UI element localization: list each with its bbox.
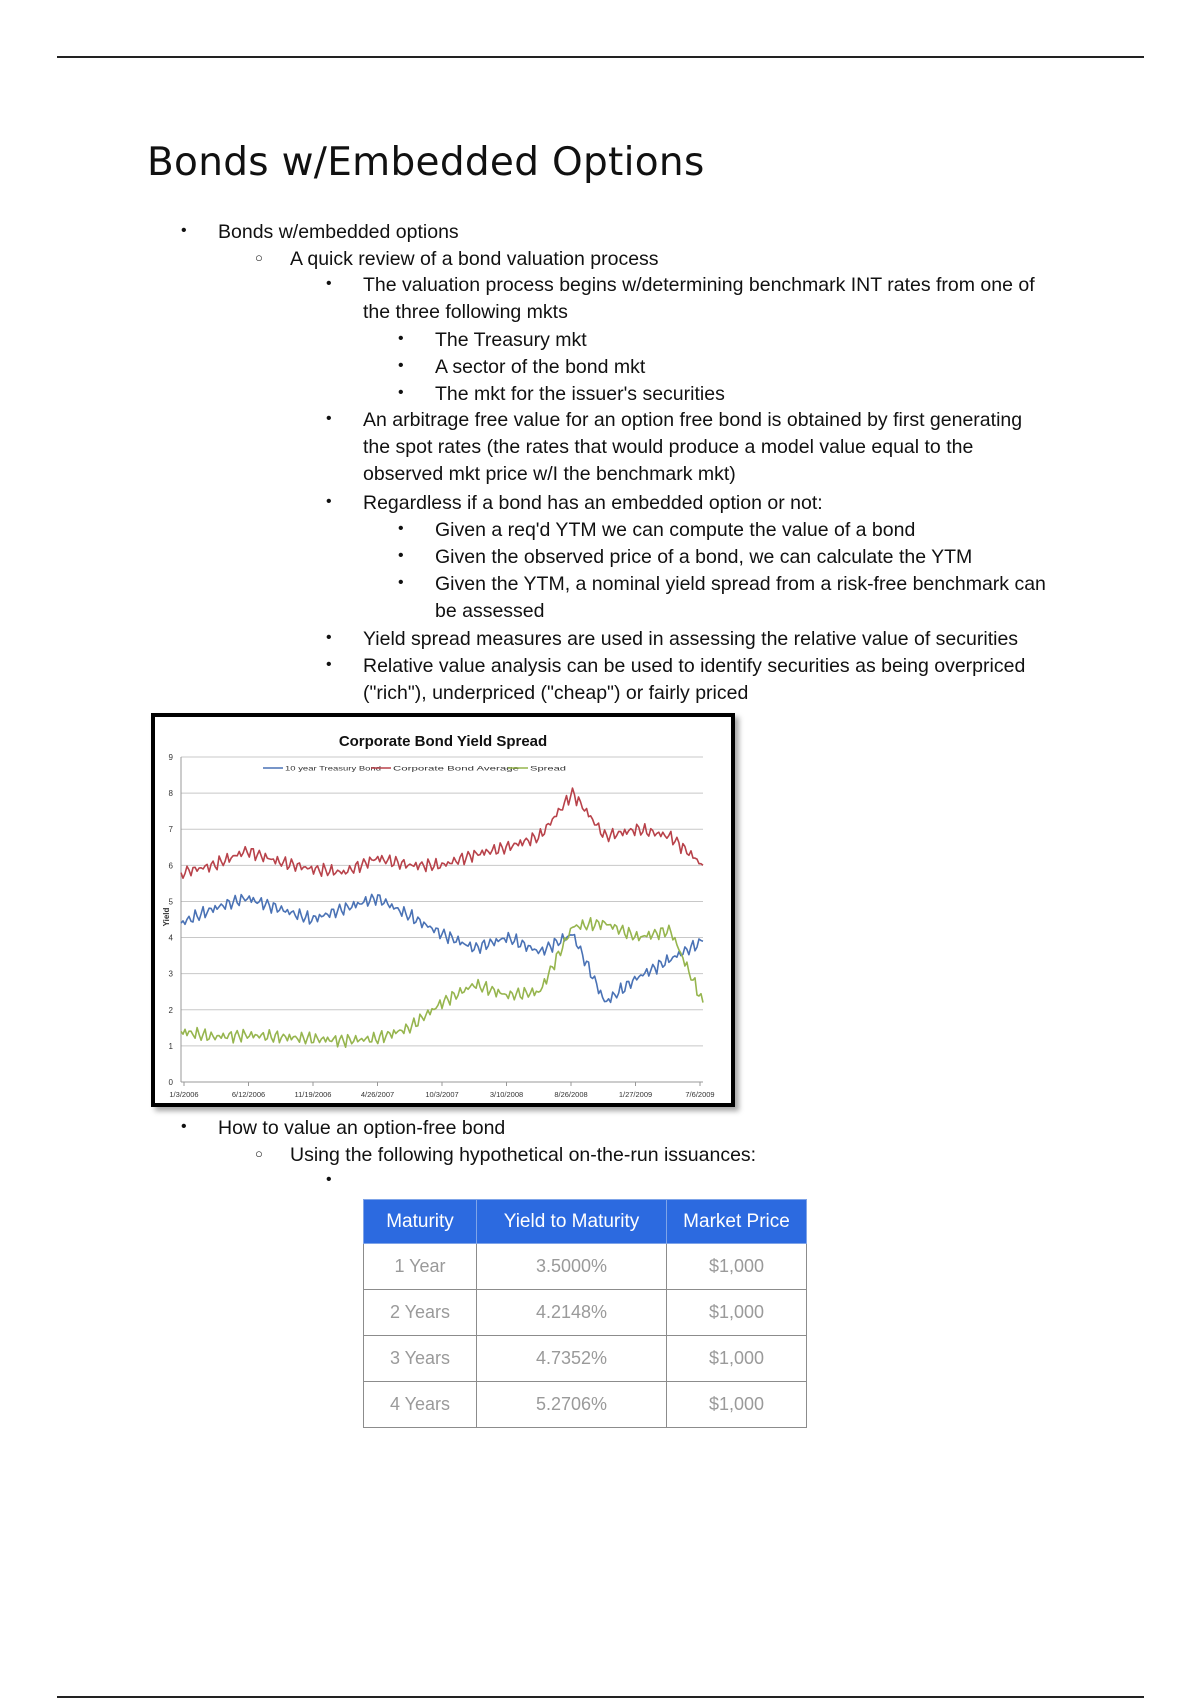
cell-price: $1,000	[667, 1244, 807, 1290]
cell-maturity: 3 Years	[364, 1336, 477, 1382]
y-tick-label: 7	[168, 825, 173, 835]
y-tick-label: 0	[168, 1078, 173, 1087]
x-tick-label: 11/19/2006	[294, 1090, 332, 1099]
x-tick-label: 6/12/2006	[231, 1090, 266, 1099]
outline-item-arbitrage-line3: observed mkt price w/I the benchmark mkt)	[363, 463, 736, 485]
outline-item-benchmark-line1: The valuation process begins w/determining benchmark INT rates from one of	[363, 274, 1035, 296]
legend-label: Corporate Bond Average	[393, 765, 520, 773]
y-tick-label: 1	[168, 1041, 173, 1051]
x-tick-label: 10/3/2007	[425, 1090, 459, 1099]
x-tick-label: 7/6/2009	[685, 1090, 715, 1099]
yield-spread-chart	[151, 713, 735, 1107]
outline-item-nominal-spread: Given the YTM, a nominal yield spread from a risk-free benchmark can	[435, 573, 1046, 595]
bullet-filled: •	[326, 1171, 332, 1188]
cell-ytm: 4.7352%	[477, 1336, 667, 1382]
bullet-filled: •	[326, 410, 332, 427]
legend-label: Spread	[530, 765, 567, 773]
col-market-price: Market Price	[667, 1200, 807, 1244]
bullet-filled: •	[326, 275, 332, 292]
col-yield-to-maturity: Yield to Maturity	[477, 1200, 667, 1244]
series-line-1	[181, 788, 703, 878]
y-tick-label: 3	[168, 969, 173, 979]
outline-item-issuer-mkt: The mkt for the issuer's securities	[435, 383, 725, 405]
table-header-row	[364, 1200, 807, 1244]
bullet-hollow: ○	[255, 250, 263, 265]
outline-item-relative-value-line1: Relative value analysis can be used to identify securities as being overpriced	[363, 655, 1026, 677]
cell-price: $1,000	[667, 1290, 807, 1336]
outline-item-yield-spread-measures: Yield spread measures are used in assessing the relative value of securities	[363, 628, 1019, 650]
outline-item-nominal-spread-cont: be assessed	[435, 600, 545, 622]
chart-title: Corporate Bond Yield Spread	[338, 733, 548, 750]
y-tick-label: 8	[168, 789, 173, 799]
outline-item-treasury-mkt: The Treasury mkt	[435, 329, 587, 351]
bullet-filled: •	[398, 520, 404, 537]
y-tick-label: 5	[168, 897, 173, 907]
outline-item-bond-sector: A sector of the bond mkt	[435, 356, 646, 378]
x-tick-label: 8/26/2008	[554, 1090, 588, 1099]
outline-item-valuation-review: A quick review of a bond valuation process	[290, 248, 659, 270]
bullet-filled: •	[181, 222, 187, 239]
page-title: Bonds w/Embedded Options	[147, 140, 705, 185]
outline-item-on-the-run: Using the following hypothetical on-the-run issuances:	[290, 1144, 757, 1166]
cell-maturity: 4 Years	[364, 1382, 477, 1428]
y-tick-label: 9	[168, 753, 173, 762]
cell-ytm: 5.2706%	[477, 1382, 667, 1428]
y-tick-label: 4	[168, 933, 173, 943]
outline-item-ytm-value: Given a req'd YTM we can compute the value of a bond	[435, 519, 916, 541]
cell-maturity: 2 Years	[364, 1290, 477, 1336]
x-tick-label: 3/10/2008	[489, 1090, 524, 1099]
outline-item-regardless: Regardless if a bond has an embedded option or not:	[363, 492, 823, 514]
chart-svg	[155, 717, 731, 1103]
series-line-0	[181, 894, 703, 1002]
issuances-table	[363, 1199, 807, 1428]
outline-item-arbitrage-line2: the spot rates (the rates that would produce a model value equal to the	[363, 436, 974, 458]
cell-ytm: 3.5000%	[477, 1244, 667, 1290]
outline-item-benchmark-line2: the three following mkts	[363, 301, 568, 323]
col-maturity: Maturity	[364, 1200, 477, 1244]
bullet-hollow: ○	[255, 1146, 263, 1161]
table-row	[364, 1382, 807, 1428]
footer-rule	[57, 1696, 1144, 1698]
y-tick-label: 2	[168, 1005, 173, 1015]
x-tick-label: 1/27/2009	[618, 1090, 653, 1099]
bullet-filled: •	[326, 629, 332, 646]
x-tick-label: 1/3/2006	[169, 1090, 199, 1099]
bullet-filled: •	[398, 574, 404, 591]
cell-ytm: 4.2148%	[477, 1290, 667, 1336]
chart-ylabel: Yield	[162, 907, 171, 927]
table-row	[364, 1336, 807, 1382]
bullet-filled: •	[398, 357, 404, 374]
outline-item-relative-value-line2: ("rich"), underpriced ("cheap") or fairly priced	[363, 682, 749, 704]
legend-label: 10 year Treasury Bond	[285, 765, 382, 773]
bullet-filled: •	[326, 656, 332, 673]
cell-price: $1,000	[667, 1336, 807, 1382]
outline-item-embedded-options: Bonds w/embedded options	[218, 221, 459, 243]
outline-item-arbitrage-line1: An arbitrage free value for an option free bond is obtained by first generating	[363, 409, 1023, 431]
bullet-filled: •	[398, 384, 404, 401]
y-tick-label: 6	[168, 861, 173, 871]
table-row	[364, 1290, 807, 1336]
bullet-filled: •	[398, 547, 404, 564]
cell-maturity: 1 Year	[364, 1244, 477, 1290]
bullet-filled: •	[181, 1118, 187, 1135]
bullet-filled: •	[398, 330, 404, 347]
outline-item-option-free-bond: How to value an option-free bond	[218, 1117, 506, 1139]
bullet-filled: •	[326, 493, 332, 510]
table-row	[364, 1244, 807, 1290]
cell-price: $1,000	[667, 1382, 807, 1428]
outline-item-price-ytm: Given the observed price of a bond, we can calculate the YTM	[435, 546, 973, 568]
x-tick-label: 4/26/2007	[360, 1090, 395, 1099]
header-rule	[57, 56, 1144, 58]
